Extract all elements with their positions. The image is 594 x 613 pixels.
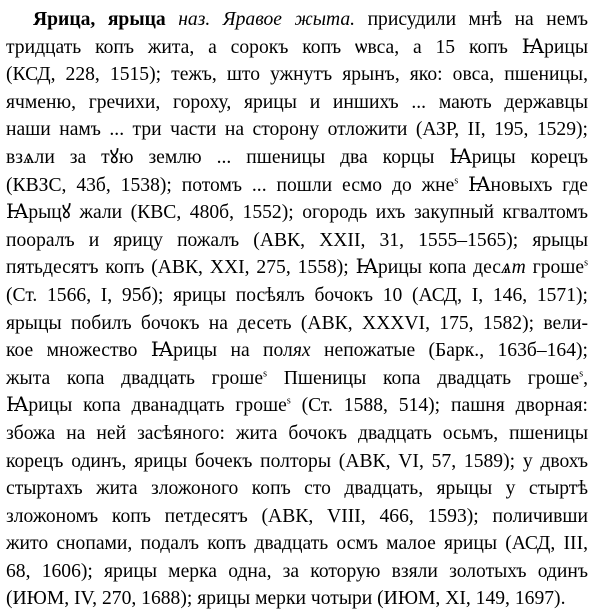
line-14-end: , [583,367,588,389]
gloss: наз. Яравое жыта. [178,9,356,30]
superscript-mark: s [584,257,588,269]
line-7-tail: Ꙗновыхъ где [468,174,588,196]
superscript-mark: s [286,395,291,407]
line-14-tail: Пшеницы копа двадцать грошe [267,367,580,389]
entry-line-10 [6,254,588,282]
line-10-tail: грошe [525,257,585,279]
entry-line-16: збожа на ней засѣяного: жита бочокъ двадцать осьмъ, пшеницы [6,422,588,444]
line-10-italic: ѧт [501,257,526,279]
entry-line-18: стыртахъ жита зложоного копъ сто двадцать, ярыцы у стыртѣ [6,478,588,500]
superscript-mark: s [454,175,459,187]
entry-line-3: (КСД, 228, 1515); тежъ, што ужнутъ ярынъ, яко: овса, пшеницы, [6,64,588,86]
entry-line-11: (Ст. 1566, I, 95б); ярицы посѣялъ бочокъ 10 (АСД, I, 146, 1571); [6,284,588,306]
entry-line-13 [6,337,588,365]
entry-line-21: 68, 1606); ярицы мерка одна, за которую взяли золотыхъ одинъ [6,560,588,582]
line-7-text: (КВЗС, 43б, 1538); потомъ ... пошли есмо до жне [6,174,455,196]
entry-line-9: пооралъ и ярицу пожалъ (АВК, XXII, 31, 1555–1565); ярыцы [6,229,588,251]
line-15-text: Ꙗрицы копа дванадцать грошe [6,395,287,417]
entry-line-22: (ИЮМ, IV, 270, 1688); ярицы мерки чотыри (ИЮМ, XI, 149, 1697). [6,588,566,610]
line-10-text: пятьдесятъ копъ (АВК, XXI, 275, 1558); Ꙗрицы копа дес [6,257,501,279]
line-14-text: жыта копа двадцать грошe [6,367,264,389]
line-13-tail: непожатые (Барк., 163б–164); [310,340,588,362]
entry-line-1 [6,6,588,34]
entry-line-4: ячменю, гречихи, гороху, ярицы и иншихъ ... мають державцы [6,91,588,113]
superscript-mark: s [579,368,584,380]
entry-line-15 [6,392,588,420]
headword: Ярица, ярыца [33,9,166,30]
line-13-italic: ях [292,340,311,362]
entry-line-17: корецъ одинъ, ярицы бочекъ полторы (АВК, VI, 57, 1589); у двохъ [6,450,588,472]
entry-line-14 [6,365,588,393]
entry-line-2: тридцать копъ жита, а сорокъ копъ ѡвса, а 15 копъ Ꙗрицы [6,36,588,58]
entry-line-12: ярыцы побилъ бочокъ на десеть (АВК, XXXVI, 175, 1582); вели- [6,312,588,334]
superscript-mark: s [263,368,267,380]
entry-line-8: Ꙗрыцꙋ жали (КВС, 480б, 1552); огородь ихъ закупный кгвалтомъ [6,202,588,224]
line-13-text: кое множество Ꙗрицы на пол [6,340,293,362]
entry-line-7 [6,172,588,200]
entry-line-20: жито снопами, подалъ копъ двадцать осмъ малое ярицы (АСД, III, [6,533,588,555]
entry-line-19: зложономъ копъ петдесятъ (АВК, VIII, 466, 1593); поличивши [6,505,588,527]
line-15-tail: (Ст. 1588, 514); пашня дворная: [290,395,588,417]
entry-line-5: наши намъ ... три части на сторону отложити (АЗР, II, 195, 1529); [6,119,588,141]
line-1-text: присудили мнѣ на немъ [355,9,588,30]
entry-line-6: взѧли за тꙋю землю ... пшеницы два корцы Ꙗрицы корецъ [6,146,588,168]
